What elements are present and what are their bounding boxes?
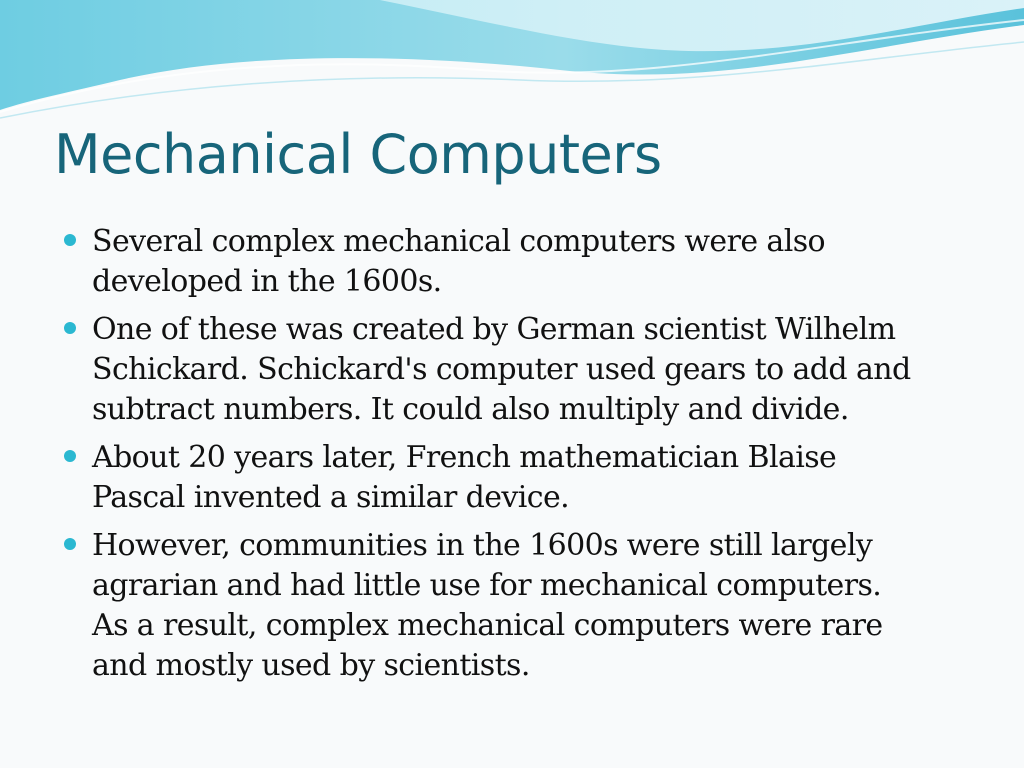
bullet-marker-icon [64,538,76,550]
slide-title: Mechanical Computers [54,123,662,186]
bullet-line: developed in the 1600s. [92,264,442,299]
bullet-item [64,438,1004,518]
bullet-marker-icon [64,450,76,462]
bullet-line: Several complex mechanical computers were also [92,224,825,259]
bullet-marker-icon [64,322,76,334]
bullet-line: Pascal invented a similar device. [92,480,570,515]
bullet-line: subtract numbers. It could also multiply and divide. [92,392,849,427]
bullet-line: However, communities in the 1600s were still largely [92,528,873,563]
bullet-line: As a result, complex mechanical computers were rare [92,608,883,643]
bullet-line: and mostly used by scientists. [92,648,530,683]
bullet-line: agrarian and had little use for mechanical computers. [92,568,882,603]
bullet-line: About 20 years later, French mathematician Blaise [92,440,837,475]
decorative-wave-header [0,0,1024,120]
bullet-line: One of these was created by German scientist Wilhelm [92,312,896,347]
bullet-item [64,222,1004,302]
bullet-marker-icon [64,234,76,246]
bullet-item [64,310,1004,430]
bullet-list [64,222,1004,694]
bullet-item [64,526,1004,686]
bullet-line: Schickard. Schickard's computer used gears to add and [92,352,911,387]
